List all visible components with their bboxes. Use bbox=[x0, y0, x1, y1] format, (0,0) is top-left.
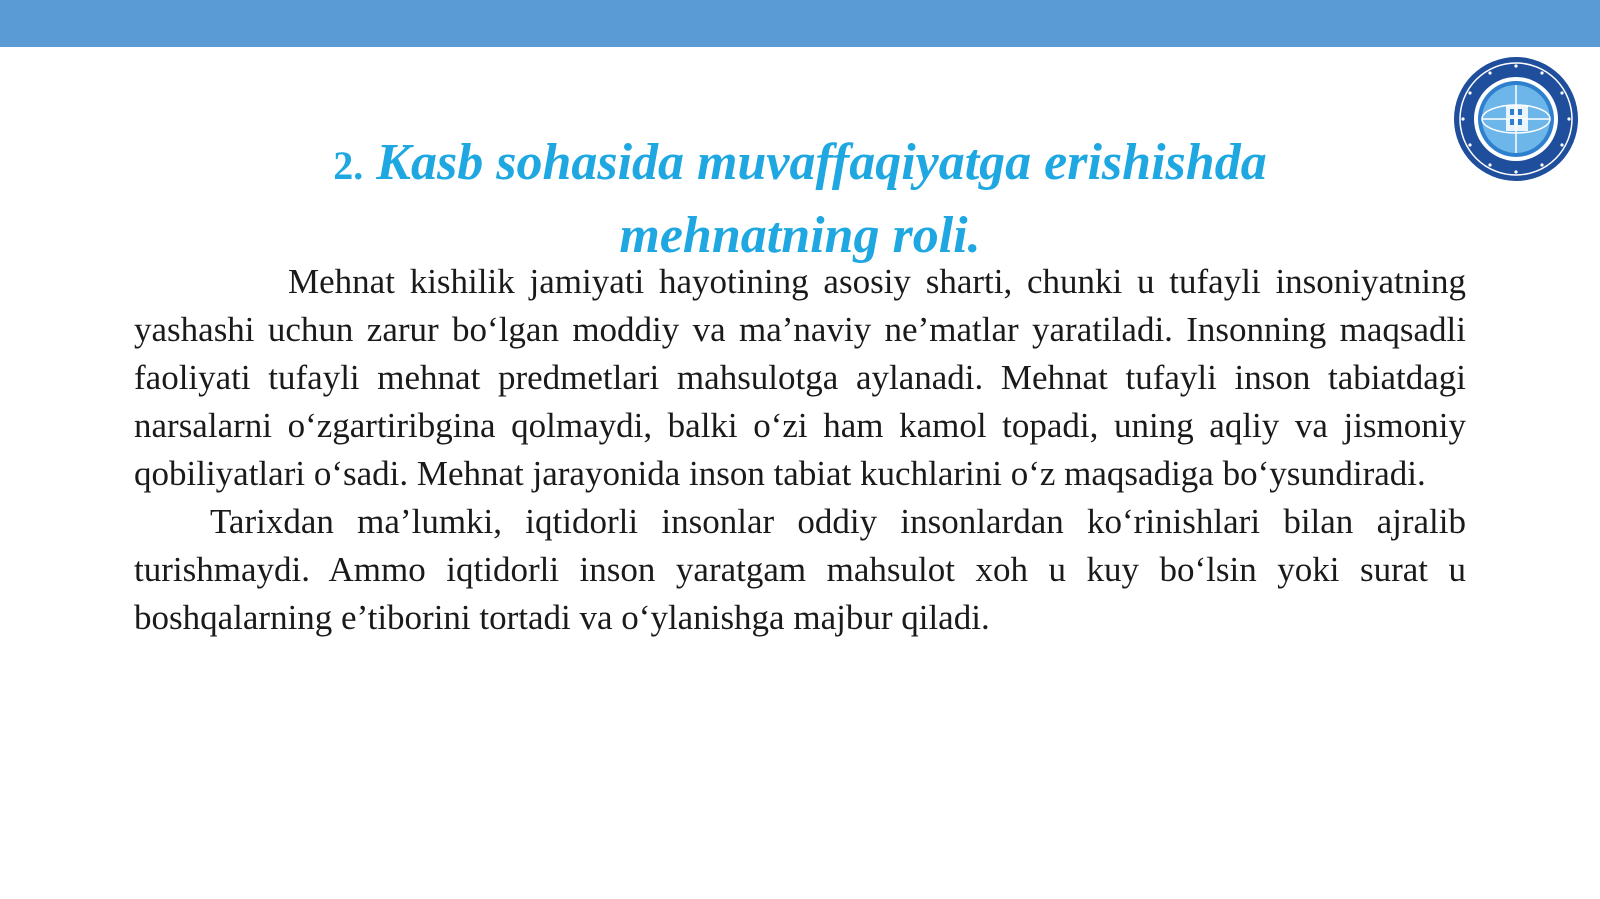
body-paragraph-1: Mehnat kishilik jamiyati hayotining asosiy sharti, chunki u tufayli insoniyatning yashashi uchun zarur bo‘lgan moddiy va ma’naviy ne’matlar yaratiladi. Insonning maqsadli faoliyati tufayli mehnat predmetlari mahsulotga aylanadi. Mehnat tufayli inson tabiatdagi narsalarni o‘zgartiribgina qolmaydi, balki o‘zi ham kamol topadi, uning aqliy va jismoniy qobiliyatlari o‘sadi. Mehnat jarayonida inson tabiat kuchlarini o‘z maqsadiga bo‘ysundiradi. bbox=[134, 262, 1466, 493]
top-accent-bar bbox=[0, 0, 1600, 47]
title-line-2: mehnatning roli. bbox=[619, 207, 981, 264]
body-paragraph-2: Tarixdan ma’lumki, iqtidorli insonlar oddiy insonlardan ko‘rinishlari bilan ajralib turishmaydi. Ammo iqtidorli inson yaratgam mahsulot xoh u kuy bo‘lsin yoki surat u boshqalarning e’tiborini tortadi va o‘ylanishga majbur qiladi. bbox=[134, 502, 1466, 637]
university-seal-logo bbox=[1452, 55, 1580, 183]
slide-body bbox=[134, 258, 1466, 642]
slide-title bbox=[130, 128, 1470, 271]
title-number: 2. bbox=[333, 143, 364, 188]
title-line-1: Kasb sohasida muvaffaqiyatga erishishda bbox=[376, 134, 1267, 191]
